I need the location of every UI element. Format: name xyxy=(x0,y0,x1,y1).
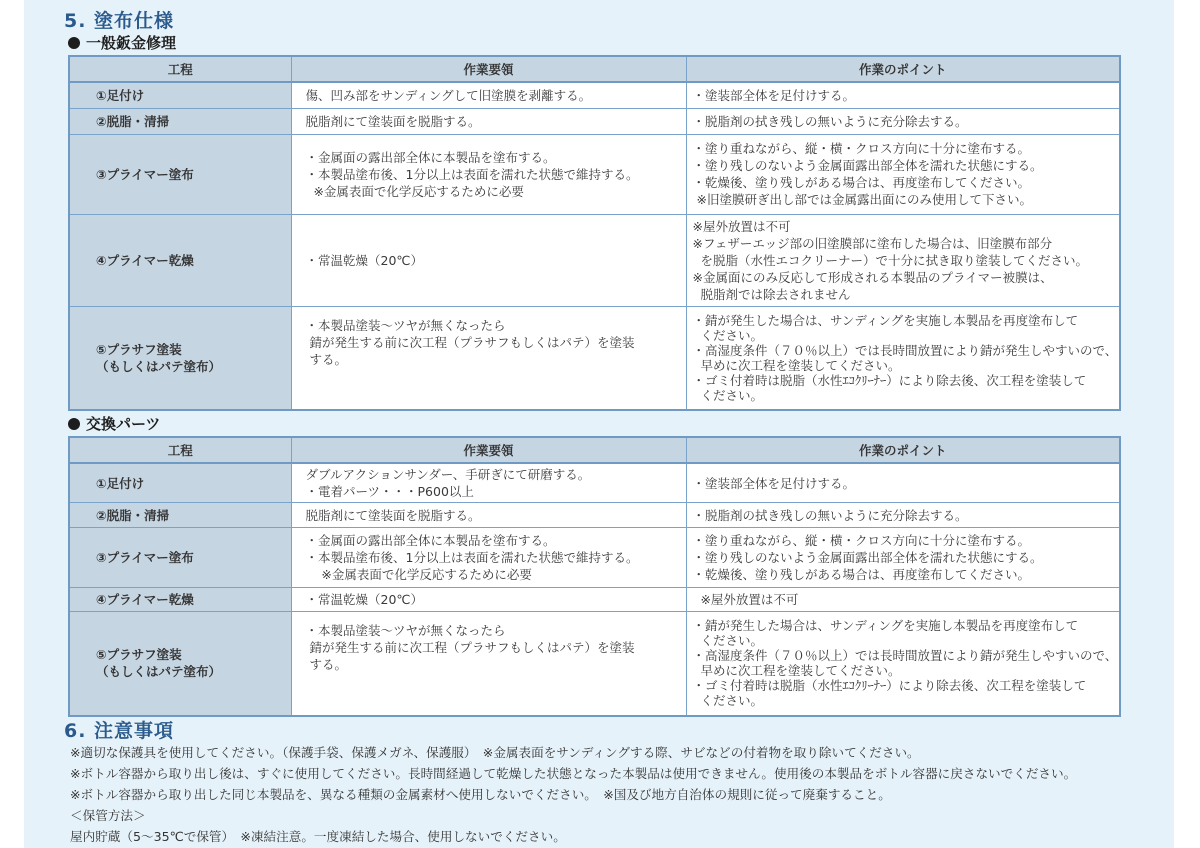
point-line: ・ゴミ付着時は脱脂（水性ｴｺｸﾘｰﾅｰ）により除去後、次工程を塗装して xyxy=(692,372,1087,388)
subtitle-label: 一般鈑金修理 xyxy=(86,34,177,52)
spec-table-replacement xyxy=(68,436,1121,717)
method-line: 脱脂剤にて塗装面を脱脂する。 xyxy=(305,507,481,523)
method-cell xyxy=(291,108,686,134)
method-line: ※金属表面で化学反応するために必要 xyxy=(305,567,532,582)
step-cell xyxy=(69,528,291,588)
point-line: を脱脂（水性エコクリーナー）で十分に拭き取り塗装してください。 xyxy=(692,252,1088,268)
step-cell xyxy=(69,612,291,716)
bullet-icon xyxy=(68,418,80,430)
points-cell xyxy=(686,588,1120,612)
step-cell xyxy=(69,588,291,612)
method-line: する。 xyxy=(305,657,347,672)
method-cell xyxy=(291,503,686,528)
method-cell xyxy=(291,528,686,588)
storage-note: 屋内貯蔵（5～35℃で保管） ※凍結注意。一度凍結した場合、使用しないでください。 xyxy=(70,829,566,844)
point-line: ・脱脂剤の拭き残しの無いように充分除去する。 xyxy=(692,113,968,129)
table-header-row xyxy=(69,56,1120,82)
method-cell xyxy=(291,82,686,108)
header-points: 作業のポイント xyxy=(686,437,1120,463)
point-line: ください。 xyxy=(692,387,763,403)
table-row xyxy=(69,588,1120,612)
header-method: 作業要領 xyxy=(291,437,686,463)
step-label: ①足付け xyxy=(96,87,145,103)
points-cell xyxy=(686,108,1120,134)
method-line: ・金属面の露出部全体に本製品を塗布する。 xyxy=(305,149,556,165)
step-label: ③プライマー塗布 xyxy=(96,550,194,565)
point-line: ・塗装部全体を足付けする。 xyxy=(692,475,856,491)
method-cell xyxy=(291,306,686,410)
method-line: 錆が発生する前に次工程（プラサフもしくはパテ）を塗装 xyxy=(305,640,635,655)
point-line: ※旧塗膜研ぎ出し部では金属露出面にのみ使用して下さい。 xyxy=(692,192,1032,207)
storage-heading: ＜保管方法＞ xyxy=(70,808,146,823)
points-cell xyxy=(686,612,1120,716)
spec-table-general xyxy=(68,55,1121,411)
method-line: ダブルアクションサンダー、手研ぎにて研磨する。 xyxy=(305,467,591,482)
points-cell xyxy=(686,306,1120,410)
method-line: 錆が発生する前に次工程（プラサフもしくはパテ）を塗装 xyxy=(305,334,635,350)
point-line: ※フェザーエッジ部の旧塗膜部に塗布した場合は、旧塗膜布部分 xyxy=(692,235,1053,251)
point-line: ・塗り残しのないよう金属面露出部全体を濡れた状態にする。 xyxy=(692,550,1043,565)
subtitle-label: 交換パーツ xyxy=(86,415,161,433)
method-line: ・電着パーツ・・・P600以上 xyxy=(305,484,474,499)
bullet-icon xyxy=(68,37,80,49)
subtitle-general-sheet-metal xyxy=(68,32,176,53)
step-cell xyxy=(69,214,291,306)
header-points: 作業のポイント xyxy=(686,56,1120,82)
step-label: ③プライマー塗布 xyxy=(96,166,194,182)
method-line: ※金属表面で化学反応するために必要 xyxy=(305,183,524,199)
table-row xyxy=(69,134,1120,214)
section-5-title: 5. 塗布仕様 xyxy=(64,10,175,32)
method-line: ・本製品塗布後、1分以上は表面を濡れた状態で維持する。 xyxy=(305,166,639,182)
points-cell xyxy=(686,214,1120,306)
method-line: する。 xyxy=(305,351,347,367)
step-label: ②脱脂・清掃 xyxy=(96,113,170,129)
point-line: ※屋外放置は不可 xyxy=(692,592,799,607)
step-label: （もしくはパテ塗布） xyxy=(96,358,222,374)
table-row xyxy=(69,214,1120,306)
point-line: 早めに次工程を塗装してください。 xyxy=(692,663,901,679)
table-row xyxy=(69,306,1120,410)
point-line: ・高湿度条件（７０％以上）では長時間放置により錆が発生しやすいので、 xyxy=(692,648,1118,664)
point-line: ・塗装部全体を足付けする。 xyxy=(692,87,856,103)
method-cell xyxy=(291,214,686,306)
step-cell xyxy=(69,463,291,503)
point-line: ください。 xyxy=(692,633,763,649)
step-label: ④プライマー乾燥 xyxy=(96,592,194,607)
points-cell xyxy=(686,463,1120,503)
point-line: ください。 xyxy=(692,327,763,343)
caution-notes xyxy=(70,742,1076,847)
step-cell xyxy=(69,82,291,108)
page xyxy=(24,0,1174,848)
step-label: （もしくはパテ塗布） xyxy=(96,664,222,680)
method-line: ・本製品塗布後、1分以上は表面を濡れた状態で維持する。 xyxy=(305,550,639,565)
step-label: ⑤プラサフ塗装 xyxy=(96,341,182,357)
header-step: 工程 xyxy=(69,437,291,463)
method-line: ・常温乾燥（20℃） xyxy=(305,592,423,607)
note-line: ※ボトル容器から取り出した同じ本製品を、異なる種類の金属素材へ使用しないでください。 ※国及び地方自治体の規則に従って廃棄すること。 xyxy=(70,787,891,802)
point-line: 早めに次工程を塗装してください。 xyxy=(692,357,901,373)
point-line: ・脱脂剤の拭き残しの無いように充分除去する。 xyxy=(692,507,968,523)
table-row xyxy=(69,503,1120,528)
method-line: ・金属面の露出部全体に本製品を塗布する。 xyxy=(305,533,556,548)
step-cell xyxy=(69,108,291,134)
step-cell xyxy=(69,306,291,410)
point-line: ・乾燥後、塗り残しがある場合は、再度塗布してください。 xyxy=(692,175,1031,190)
point-line: 脱脂剤では除去されません xyxy=(692,286,851,302)
points-cell xyxy=(686,82,1120,108)
table-row xyxy=(69,612,1120,716)
step-label: ①足付け xyxy=(96,475,145,491)
point-line: ・ゴミ付着時は脱脂（水性ｴｺｸﾘｰﾅｰ）により除去後、次工程を塗装して xyxy=(692,678,1087,694)
points-cell xyxy=(686,503,1120,528)
method-line: ・常温乾燥（20℃） xyxy=(305,252,423,268)
method-cell xyxy=(291,134,686,214)
step-label: ②脱脂・清掃 xyxy=(96,507,170,523)
method-line: ・本製品塗装～ツヤが無くなったら xyxy=(305,623,506,638)
header-method: 作業要領 xyxy=(291,56,686,82)
points-cell xyxy=(686,134,1120,214)
step-label: ④プライマー乾燥 xyxy=(96,252,194,268)
point-line: ・塗り残しのないよう金属面露出部全体を濡れた状態にする。 xyxy=(692,158,1043,173)
table-row xyxy=(69,528,1120,588)
point-line: ※金属面にのみ反応して形成される本製品のプライマー被膜は、 xyxy=(692,269,1053,285)
note-line: ※適切な保護具を使用してください。（保護手袋、保護メガネ、保護服） ※金属表面をサンディングする際、サビなどの付着物を取り除いてください。 xyxy=(70,745,920,760)
method-cell xyxy=(291,612,686,716)
method-line: ・本製品塗装～ツヤが無くなったら xyxy=(305,317,506,333)
point-line: ・乾燥後、塗り残しがある場合は、再度塗布してください。 xyxy=(692,567,1031,582)
table-row xyxy=(69,108,1120,134)
point-line: ※屋外放置は不可 xyxy=(692,218,791,234)
method-cell xyxy=(291,463,686,503)
header-step: 工程 xyxy=(69,56,291,82)
point-line: ・塗り重ねながら、縦・横・クロス方向に十分に塗布する。 xyxy=(692,533,1031,548)
point-line: ・高湿度条件（７０％以上）では長時間放置により錆が発生しやすいので、 xyxy=(692,342,1118,358)
table-row xyxy=(69,463,1120,503)
point-line: ・塗り重ねながら、縦・横・クロス方向に十分に塗布する。 xyxy=(692,141,1031,156)
point-line: ・錆が発生した場合は、サンディングを実施し本製品を再度塗布して xyxy=(692,312,1079,328)
points-cell xyxy=(686,528,1120,588)
point-line: ください。 xyxy=(692,693,763,709)
note-line: ※ボトル容器から取り出し後は、すぐに使用してください。長時間経過して乾燥した状態となった本製品は使用できません。使用後の本製品をボトル容器に戻さないでください。 xyxy=(70,766,1077,781)
point-line: ・錆が発生した場合は、サンディングを実施し本製品を再度塗布して xyxy=(692,618,1079,634)
method-line: 脱脂剤にて塗装面を脱脂する。 xyxy=(305,113,481,129)
table-row xyxy=(69,82,1120,108)
table-header-row xyxy=(69,437,1120,463)
subtitle-replacement-parts xyxy=(68,413,160,434)
section-6-title: 6. 注意事項 xyxy=(64,720,175,742)
step-cell xyxy=(69,134,291,214)
step-cell xyxy=(69,503,291,528)
method-cell xyxy=(291,588,686,612)
step-label: ⑤プラサフ塗装 xyxy=(96,647,182,663)
method-line: 傷、凹み部をサンディングして旧塗膜を剥離する。 xyxy=(305,87,592,103)
